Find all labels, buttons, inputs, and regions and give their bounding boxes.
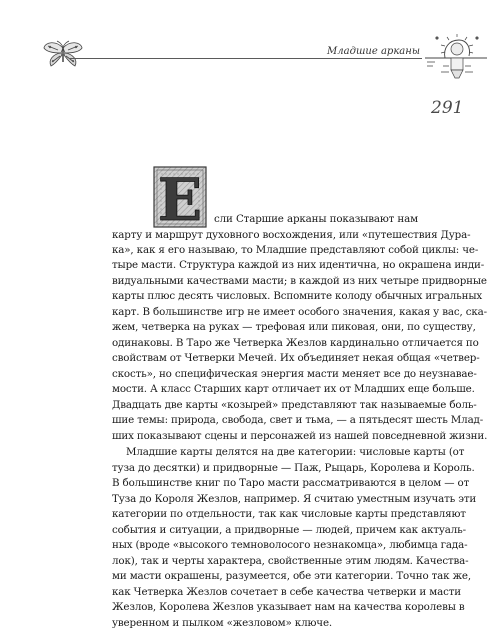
text-line: карты плюс десять числовых. Вспомните колоду обычных игральных [112,290,483,302]
text-line: ми масти окрашены, разумеется, обе эти категории. Точно так же, [112,570,471,582]
text-line: как Четверка Жезлов сочетает в себе качества четверки и масти [112,586,461,598]
text-line: свойствам от Четверки Мечей. Их объединяет некая общая «четвер- [112,352,480,364]
text-line: одинаковы. В Таро же Четверка Жезлов кардинально отличается по [112,337,479,349]
text-line: карту и маршрут духовного восхождения, или «путешествия Дура- [112,229,471,241]
text-line: ших показывают сцены и персонажей из нашей повседневной жизни. [112,430,488,442]
text-line: В большинстве книг по Таро масти рассматриваются в целом — от [112,477,470,489]
text-line: сли Старшие арканы показывают нам [214,213,418,225]
text-line: ных (вроде «высокого темноволосого незнакомца», любимца гада- [112,539,468,551]
text-line: тыре масти. Структура каждой из них идентична, но окрашена инди- [112,259,485,271]
text-line: жем, четверка на руках — трефовая или пиковая, они, по существу, [112,321,476,333]
text-line: Жезлов, Королева Жезлов указывает нам на качества королевы в [112,601,465,613]
text-line: ка», как я его называю, то Младшие представляют собой циклы: че- [112,244,479,256]
text-line: карт. В большинстве игр не имеет особого значения, какая у вас, ска- [112,306,487,318]
page-number: 291 [431,98,464,118]
text-line: мости. А класс Старших карт отличает их от Младших еще больше. [112,383,475,395]
text-line: категории по отдельности, так как числовые карты представляют [112,508,466,520]
text-line: уверенном и пылком «жезловом» ключе. [112,617,333,629]
dropcap-letter: Е [157,166,203,230]
text-line: скость», но специфическая энергия масти меняет все до неузнавае- [112,368,477,380]
text-line: Младшие карты делятся на две категории: числовые карты (от [126,446,465,458]
text-line: видуальными качествами масти; в каждой из них четыре придворные [112,275,487,287]
text-line: лок), так и черты характера, свойственные этим людям. Качества- [112,555,469,567]
running-head: Младшие арканы [327,46,420,57]
text-line: Двадцать две карты «козырей» представляют так называемые боль- [112,399,477,411]
text-line: шие темы: природа, свобода, свет и тьма, — а пятьдесят шесть Млад- [112,414,484,426]
text-line: Туза до Короля Жезлов, например. Я считаю уместным изучать эти [112,493,477,505]
text-line: события и ситуации, а придворные — людей, причем как актуаль- [112,524,466,536]
text-line: туза до десятки) и придворные — Паж, Рыцарь, Королева и Король. [112,462,475,474]
